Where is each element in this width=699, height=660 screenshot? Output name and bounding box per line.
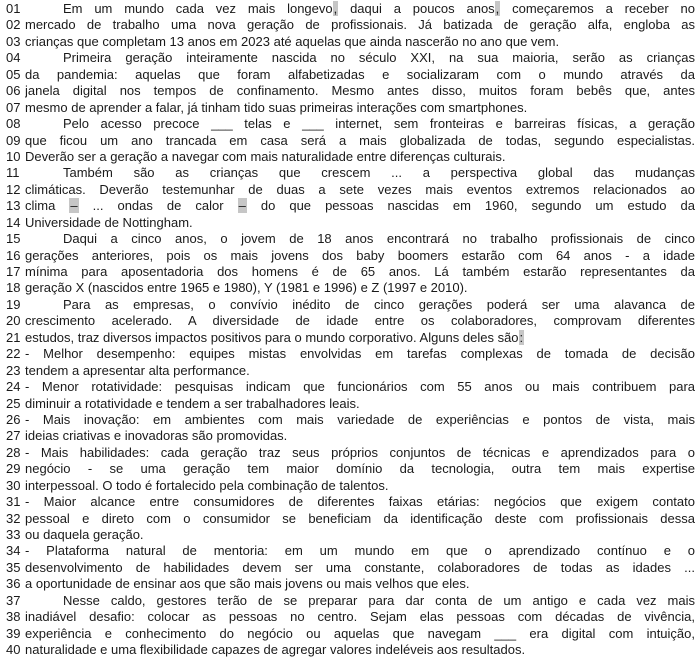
line-number: 16 xyxy=(6,247,21,263)
text-line xyxy=(0,626,699,642)
text-segment: experiência e conhecimento do negócio ou aquelas que navegam ___ era digital com intuição, xyxy=(25,625,695,641)
text-segment: do que pessoas nascidas em 1960, segundo um estudo da xyxy=(246,198,695,214)
text-line xyxy=(0,280,699,296)
text-line xyxy=(0,560,699,576)
text-line xyxy=(0,609,699,625)
text-segment: climáticas. Deverão testemunhar de duas a sete vezes mais eventos extremos relacionados ao xyxy=(25,181,695,197)
text-line xyxy=(0,494,699,510)
text-segment: Primeira geração inteiramente nascida no século XXI, na sua maioria, serão as crianças xyxy=(63,50,695,66)
text-segment: Em um mundo cada vez mais longevo xyxy=(63,1,333,16)
text-line xyxy=(0,313,699,329)
text-line xyxy=(0,231,699,247)
text-line xyxy=(0,576,699,592)
text-segment: geração X (nascidos entre 1965 e 1980), Y (1981 e 1996) e Z (1997 e 2010). xyxy=(25,280,468,296)
line-text xyxy=(25,248,699,264)
line-text xyxy=(25,215,699,231)
text-line xyxy=(0,363,699,379)
line-number: 30 xyxy=(6,477,21,493)
text-segment: Nesse caldo, gestores terão de se preparar para dar conta de um antigo e cada vez mais xyxy=(63,592,695,608)
line-text xyxy=(25,116,699,132)
text-line xyxy=(0,133,699,149)
line-text xyxy=(25,593,699,609)
text-line xyxy=(0,412,699,428)
line-number: 24 xyxy=(6,379,21,395)
line-number: 34 xyxy=(6,543,21,559)
line-number: 25 xyxy=(6,395,21,411)
text-segment: - Mais habilidades: cada geração traz seus próprios conjuntos de técnicas e aprendizados para o xyxy=(25,444,695,460)
text-segment: Também são as crianças que crescem ... a perspectiva global das mudanças xyxy=(63,165,695,181)
text-line xyxy=(0,165,699,181)
text-segment: - Mais inovação: em ambientes com mais variedade de experiências e pontos de vista, mais xyxy=(25,411,695,427)
text-line xyxy=(0,445,699,461)
line-text xyxy=(25,412,699,428)
highlighted-punctuation: : xyxy=(519,329,524,345)
text-segment: pessoal e direto com o consumidor se beneficiam da identificação deste com profissionais dessa xyxy=(25,510,695,526)
line-number: 18 xyxy=(6,280,21,296)
line-number: 17 xyxy=(6,264,21,279)
line-text xyxy=(25,379,699,395)
text-segment: Para as empresas, o convívio inédito de cinco gerações poderá ser uma alavanca de xyxy=(63,296,695,312)
line-text xyxy=(25,478,699,494)
text-line xyxy=(0,215,699,231)
text-segment: ... ondas de calor xyxy=(78,198,238,214)
line-text xyxy=(25,198,699,214)
line-number: 31 xyxy=(6,494,21,510)
text-line xyxy=(0,527,699,543)
text-line xyxy=(0,182,699,198)
line-number: 09 xyxy=(6,132,21,148)
line-text xyxy=(25,50,699,66)
text-segment: gerações anteriores, pois os mais jovens dos baby boomers estarão com 64 anos - a idade xyxy=(25,247,695,263)
line-number: 13 xyxy=(6,198,21,214)
line-text xyxy=(25,34,699,50)
text-segment: diminuir a rotatividade e tendem a ser trabalhadores leais. xyxy=(25,395,360,411)
text-segment: tendem a apresentar alta performance. xyxy=(25,362,250,378)
line-text xyxy=(25,297,699,313)
line-number: 37 xyxy=(6,592,21,608)
text-line xyxy=(0,83,699,99)
text-segment: Universidade de Nottingham. xyxy=(25,214,193,230)
line-text xyxy=(25,330,699,346)
line-number: 07 xyxy=(6,99,21,115)
text-segment: - Menor rotatividade: pesquisas indicam que funcionários com 55 anos ou mais contribuem para xyxy=(25,379,695,395)
text-line xyxy=(0,461,699,477)
line-text xyxy=(25,428,699,444)
line-number: 26 xyxy=(6,411,21,427)
text-line xyxy=(0,428,699,444)
line-number: 19 xyxy=(6,296,21,312)
text-segment: - Maior alcance entre consumidores de diferentes faixas etárias: negócios que exigem contato xyxy=(25,494,695,510)
text-segment: mercado de trabalho uma nova geração de profissionais. Já batizada de geração alfa, engloba as xyxy=(25,17,695,33)
text-segment: Pelo acesso precoce ___ telas e ___ internet, sem fronteiras e barreiras físicas, a geração xyxy=(63,116,695,132)
line-number: 27 xyxy=(6,428,21,444)
text-segment: começaremos a receber no xyxy=(500,1,695,16)
line-number: 03 xyxy=(6,33,21,49)
line-number: 12 xyxy=(6,181,21,197)
text-line xyxy=(0,17,699,33)
line-text xyxy=(25,560,699,576)
line-text xyxy=(25,83,699,99)
line-number: 36 xyxy=(6,576,21,592)
text-line xyxy=(0,297,699,313)
text-segment: crescimento acelerado. A diversidade de idade entre os colaboradores, comprovam diferentes xyxy=(25,313,695,329)
line-text xyxy=(25,363,699,379)
line-number: 35 xyxy=(6,559,21,575)
text-line xyxy=(0,593,699,609)
text-line xyxy=(0,396,699,412)
text-segment: clima xyxy=(25,198,70,214)
text-segment: inadiável desafio: colocar as pessoas no centro. Sejam elas pessoas com décadas de vivência, xyxy=(25,609,695,625)
text-segment: Deverão ser a geração a navegar com mais naturalidade entre diferenças culturais. xyxy=(25,148,506,164)
text-line xyxy=(0,379,699,395)
text-line xyxy=(0,264,699,280)
line-text xyxy=(25,494,699,510)
text-segment: que ficou um ano trancada em casa será a mais globalizada de todas, segundo especialistas. xyxy=(25,132,695,148)
text-line xyxy=(0,1,699,17)
text-line xyxy=(0,34,699,50)
text-line xyxy=(0,330,699,346)
text-segment: desenvolvimento de habilidades devem ser uma constante, colaboradores de todas as idades ... xyxy=(25,559,695,575)
line-text xyxy=(25,313,699,329)
line-text xyxy=(25,626,699,642)
line-text xyxy=(25,280,699,296)
line-text xyxy=(25,642,699,658)
line-text xyxy=(25,445,699,461)
line-text xyxy=(25,511,699,527)
line-number: 20 xyxy=(6,313,21,329)
text-segment: estudos, traz diversos impactos positivos para o mundo corporativo. Alguns deles são xyxy=(25,329,519,345)
text-segment: a oportunidade de ensinar aos que são mais jovens ou mais velhos que eles. xyxy=(25,576,470,592)
line-number: 28 xyxy=(6,444,21,460)
text-line xyxy=(0,50,699,66)
line-text xyxy=(25,67,699,83)
line-text xyxy=(25,149,699,165)
line-number: 15 xyxy=(6,231,21,247)
line-number: 23 xyxy=(6,362,21,378)
line-text xyxy=(25,527,699,543)
line-number: 22 xyxy=(6,346,21,362)
line-number: 08 xyxy=(6,116,21,132)
text-segment: interpessoal. O todo é fortalecido pela combinação de talentos. xyxy=(25,477,389,493)
highlighted-punctuation: – xyxy=(238,198,246,214)
text-segment: daqui a poucos anos xyxy=(338,1,495,16)
text-segment: crianças que completam 13 anos em 2023 até aquelas que ainda nascerão no ano que vem. xyxy=(25,33,560,49)
text-segment: - Plataforma natural de mentoria: em um mundo em que o aprendizado contínuo e o xyxy=(25,543,695,559)
line-text xyxy=(25,461,699,477)
highlighted-punctuation: – xyxy=(70,198,78,214)
line-text xyxy=(25,543,699,559)
line-number: 06 xyxy=(6,83,21,99)
text-segment: mesmo de aprender a falar, já tinham tido suas primeiras interações com smartphones. xyxy=(25,99,528,115)
text-lines-container xyxy=(0,1,699,659)
line-text xyxy=(25,264,699,280)
text-segment: ou daquela geração. xyxy=(25,527,144,542)
text-segment: da pandemia: aquelas que foram alfabetizadas e socializaram com o mundo através da xyxy=(25,66,695,82)
line-number: 38 xyxy=(6,609,21,625)
line-number: 02 xyxy=(6,17,21,33)
text-segment: - Melhor desempenho: equipes mistas envolvidas em tarefas complexas de tomada de decisão xyxy=(25,346,695,362)
text-segment: janela digital nos tempos de confinamento. Mesmo antes disso, muitos foram bebês que, antes xyxy=(25,83,695,99)
text-segment: mínima para aposentadoria dos homens é de 65 anos. Lá também estarão representantes da xyxy=(25,264,695,279)
line-number: 01 xyxy=(6,1,21,16)
line-text xyxy=(25,182,699,198)
line-number: 40 xyxy=(6,642,21,658)
text-segment: ideias criativas e inovadoras são promovidas. xyxy=(25,428,288,444)
text-segment: negócio - se uma geração tem maior domínio da tecnologia, outra tem mais expertise xyxy=(25,461,695,477)
text-line xyxy=(0,198,699,214)
text-segment: naturalidade e uma flexibilidade capazes de agregar valores indeléveis aos resultados. xyxy=(25,642,526,658)
highlighted-punctuation: , xyxy=(333,1,338,16)
line-number: 11 xyxy=(6,165,20,181)
line-number: 39 xyxy=(6,625,21,641)
text-line xyxy=(0,248,699,264)
line-number: 29 xyxy=(6,461,21,477)
text-line xyxy=(0,149,699,165)
text-line xyxy=(0,511,699,527)
line-number: 14 xyxy=(6,214,21,230)
line-number: 05 xyxy=(6,66,21,82)
highlighted-punctuation: , xyxy=(495,1,500,16)
line-number: 04 xyxy=(6,50,21,66)
text-line xyxy=(0,478,699,494)
line-text xyxy=(25,1,699,17)
text-line xyxy=(0,642,699,658)
line-number: 10 xyxy=(6,148,21,164)
line-text xyxy=(25,576,699,592)
line-text xyxy=(25,165,699,181)
text-line xyxy=(0,543,699,559)
text-line xyxy=(0,116,699,132)
line-text xyxy=(25,17,699,33)
text-segment: Daqui a cinco anos, o jovem de 18 anos encontrará no trabalho profissionais de cinco xyxy=(63,231,695,247)
line-text xyxy=(25,133,699,149)
line-number: 33 xyxy=(6,527,21,542)
line-number: 21 xyxy=(6,329,21,345)
line-number: 32 xyxy=(6,510,21,526)
line-text xyxy=(25,609,699,625)
line-text xyxy=(25,346,699,362)
text-line xyxy=(0,67,699,83)
line-text xyxy=(25,396,699,412)
line-text xyxy=(25,100,699,116)
line-text xyxy=(25,231,699,247)
text-line xyxy=(0,346,699,362)
text-line xyxy=(0,100,699,116)
